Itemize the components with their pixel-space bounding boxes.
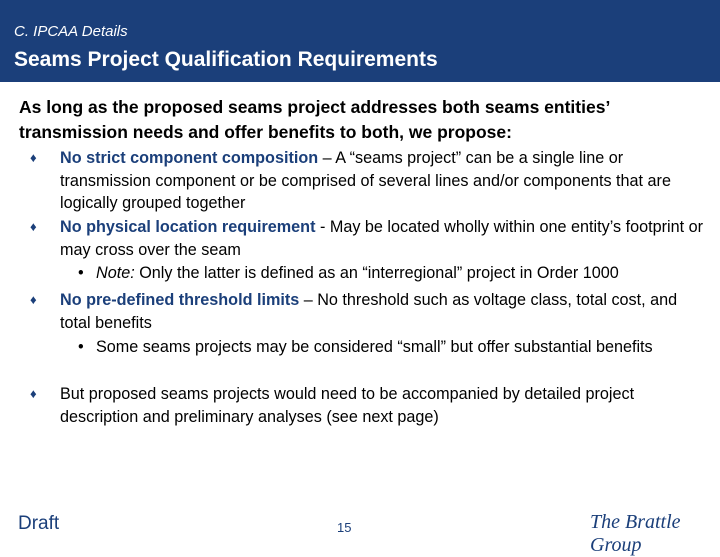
sub-bullet-lead: Note: [96,264,135,282]
bullet-body: – A “seams project” can be a single line or transmission component or be comprised of several lines and/or components that are logically grouped together [60,149,671,212]
diamond-bullet-icon: ♦ [30,386,37,401]
intro-text: As long as the proposed seams project addresses both seams entities’ transmission needs and offer benefits to both, we propose: [19,97,610,142]
diamond-bullet-icon: ♦ [30,219,37,234]
bullet-highlight: No physical location requirement [60,218,316,236]
bullet-body: – No threshold such as voltage class, total cost, and total benefits [60,291,678,332]
sub-bullet-text: Some seams projects may be considered “small” but offer substantial benefits [96,338,653,356]
dot-bullet-icon: • [78,264,84,282]
section-kicker: C. IPCAA Details [14,23,128,40]
bullet-highlight: No strict component composition [60,149,319,167]
header-bar [0,0,720,82]
company-logo: The Brattle Group [590,511,681,556]
sub-bullet-text [96,262,696,285]
slide-title: Seams Project Qualification Requirements [14,48,438,71]
bullet-text [60,289,710,334]
bullet-body: - May be located wholly within one entity’s footprint or may cross over the seam [60,218,703,259]
bullet-text [60,147,710,215]
sub-bullet-body: Only the latter is defined as an “interregional” project in Order 1000 [134,264,619,282]
diamond-bullet-icon: ♦ [30,292,37,307]
diamond-bullet-icon: ♦ [30,150,37,165]
dot-bullet-icon: • [78,338,84,356]
page-number: 15 [337,520,352,535]
bullet-text [60,216,710,261]
draft-label: Draft [18,513,60,534]
bullet-highlight: No pre-defined threshold limits [60,291,300,309]
bullet-text: But proposed seams projects would need to be accompanied by detailed project description and preliminary analyses (see next page) [60,385,635,426]
